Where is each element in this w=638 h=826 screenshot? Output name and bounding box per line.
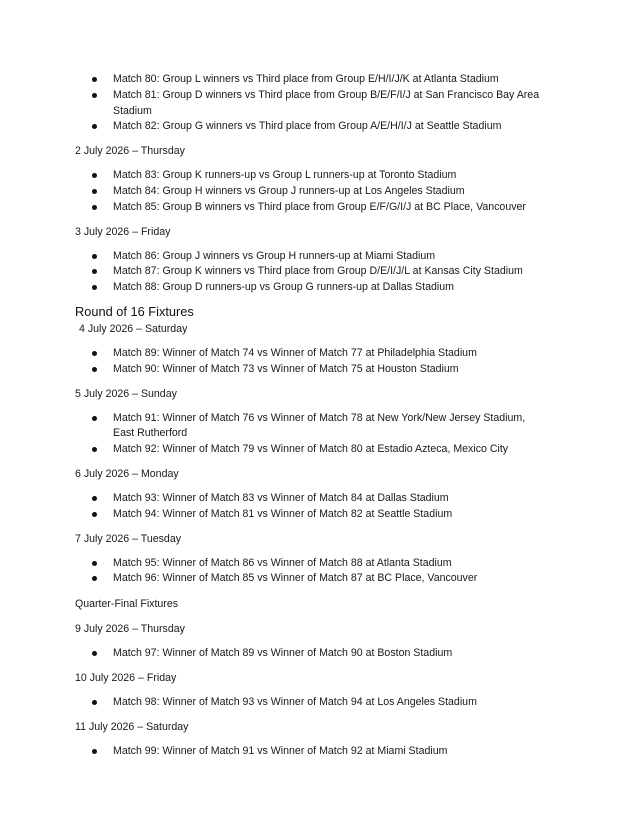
date-heading: 9 July 2026 – Thursday <box>75 623 185 636</box>
match-text: Match 94: Winner of Match 81 vs Winner of Match 82 at Seattle Stadium <box>113 507 453 520</box>
bullet-icon <box>92 77 97 82</box>
match-text: Match 89: Winner of Match 74 vs Winner of Match 77 at Philadelphia Stadium <box>113 346 477 359</box>
match-text: Match 96: Winner of Match 85 vs Winner of Match 87 at BC Place, Vancouver <box>113 572 478 585</box>
list-item <box>75 72 578 88</box>
bullet-icon <box>92 700 97 705</box>
section-heading-round-of-16: Round of 16 Fixtures <box>75 303 194 319</box>
match-text: Match 91: Winner of Match 76 vs Winner of Match 78 at New York/New Jersey Stadium, East Rutherford <box>113 411 526 440</box>
match-text: Match 87: Group K winners vs Third place from Group D/E/I/J/L at Kansas City Stadium <box>113 265 523 278</box>
match-text: Match 98: Winner of Match 93 vs Winner of Match 94 at Los Angeles Stadium <box>113 695 477 708</box>
list-item <box>75 646 578 662</box>
bullet-icon <box>92 205 97 210</box>
date-heading: 2 July 2026 – Thursday <box>75 145 185 158</box>
list-item <box>75 200 578 216</box>
match-list <box>75 646 578 662</box>
bullet-icon <box>92 351 97 356</box>
match-text: Match 85: Group B winners vs Third place from Group E/F/G/I/J at BC Place, Vancouver <box>113 200 526 213</box>
list-item <box>75 184 578 200</box>
bullet-icon <box>92 576 97 581</box>
list-item <box>75 411 578 443</box>
list-item <box>75 264 578 280</box>
bullet-icon <box>92 651 97 656</box>
section-heading-quarter-final: Quarter-Final Fixtures <box>75 598 179 611</box>
bullet-icon <box>92 254 97 259</box>
match-text: Match 92: Winner of Match 79 vs Winner of Match 80 at Estadio Azteca, Mexico City <box>113 443 509 456</box>
list-item <box>75 442 578 458</box>
list-item <box>75 695 578 711</box>
list-item <box>75 571 578 587</box>
bullet-icon <box>92 561 97 566</box>
match-text: Match 95: Winner of Match 86 vs Winner of Match 88 at Atlanta Stadium <box>113 556 452 569</box>
bullet-icon <box>92 189 97 194</box>
match-list <box>75 695 578 711</box>
match-list <box>75 491 578 523</box>
list-item <box>75 491 578 507</box>
bullet-icon <box>92 173 97 178</box>
bullet-icon <box>92 496 97 501</box>
list-item <box>75 556 578 572</box>
list-item <box>75 119 578 135</box>
match-text: Match 83: Group K runners-up vs Group L runners-up at Toronto Stadium <box>113 169 457 182</box>
bullet-icon <box>92 93 97 98</box>
date-heading: 7 July 2026 – Tuesday <box>75 532 182 545</box>
match-text: Match 90: Winner of Match 73 vs Winner of Match 75 at Houston Stadium <box>113 362 459 375</box>
match-list <box>75 411 578 458</box>
bullet-icon <box>92 367 97 372</box>
match-text: Match 99: Winner of Match 91 vs Winner of Match 92 at Miami Stadium <box>113 744 448 757</box>
bullet-icon <box>92 447 97 452</box>
list-item <box>75 507 578 523</box>
match-list <box>75 249 578 296</box>
list-item <box>75 744 578 760</box>
match-text: Match 81: Group D winners vs Third place from Group B/E/F/I/J at San Francisco Bay Area Stadium <box>113 88 540 117</box>
bullet-icon <box>92 285 97 290</box>
match-list <box>75 556 578 588</box>
match-list <box>75 168 578 215</box>
date-heading: 11 July 2026 – Saturday <box>75 720 189 733</box>
match-list <box>75 744 578 760</box>
match-list-intro <box>75 72 578 135</box>
list-item <box>75 88 578 120</box>
list-item <box>75 168 578 184</box>
match-text: Match 80: Group L winners vs Third place from Group E/H/I/J/K at Atlanta Stadium <box>113 73 499 85</box>
match-text: Match 82: Group G winners vs Third place from Group A/E/H/I/J at Seattle Stadium <box>113 120 502 133</box>
date-heading: 6 July 2026 – Monday <box>75 467 179 480</box>
date-heading: 10 July 2026 – Friday <box>75 671 177 684</box>
list-item <box>75 362 578 378</box>
match-text: Match 84: Group H winners vs Group J runners-up at Los Angeles Stadium <box>113 184 465 197</box>
date-heading: 3 July 2026 – Friday <box>75 225 171 238</box>
list-item <box>75 280 578 296</box>
bullet-icon <box>92 512 97 517</box>
match-text: Match 97: Winner of Match 89 vs Winner of Match 90 at Boston Stadium <box>113 647 453 660</box>
bullet-icon <box>92 269 97 274</box>
date-heading: 5 July 2026 – Sunday <box>75 387 177 400</box>
list-item <box>75 346 578 362</box>
match-text: Match 93: Winner of Match 83 vs Winner of Match 84 at Dallas Stadium <box>113 491 449 504</box>
date-heading: 4 July 2026 – Saturday <box>79 322 188 335</box>
bullet-icon <box>92 124 97 129</box>
bullet-icon <box>92 416 97 421</box>
list-item <box>75 249 578 265</box>
bullet-icon <box>92 749 97 754</box>
match-list <box>75 346 578 378</box>
match-text: Match 88: Group D runners-up vs Group G runners-up at Dallas Stadium <box>113 281 454 294</box>
match-text: Match 86: Group J winners vs Group H runners-up at Miami Stadium <box>113 249 436 262</box>
